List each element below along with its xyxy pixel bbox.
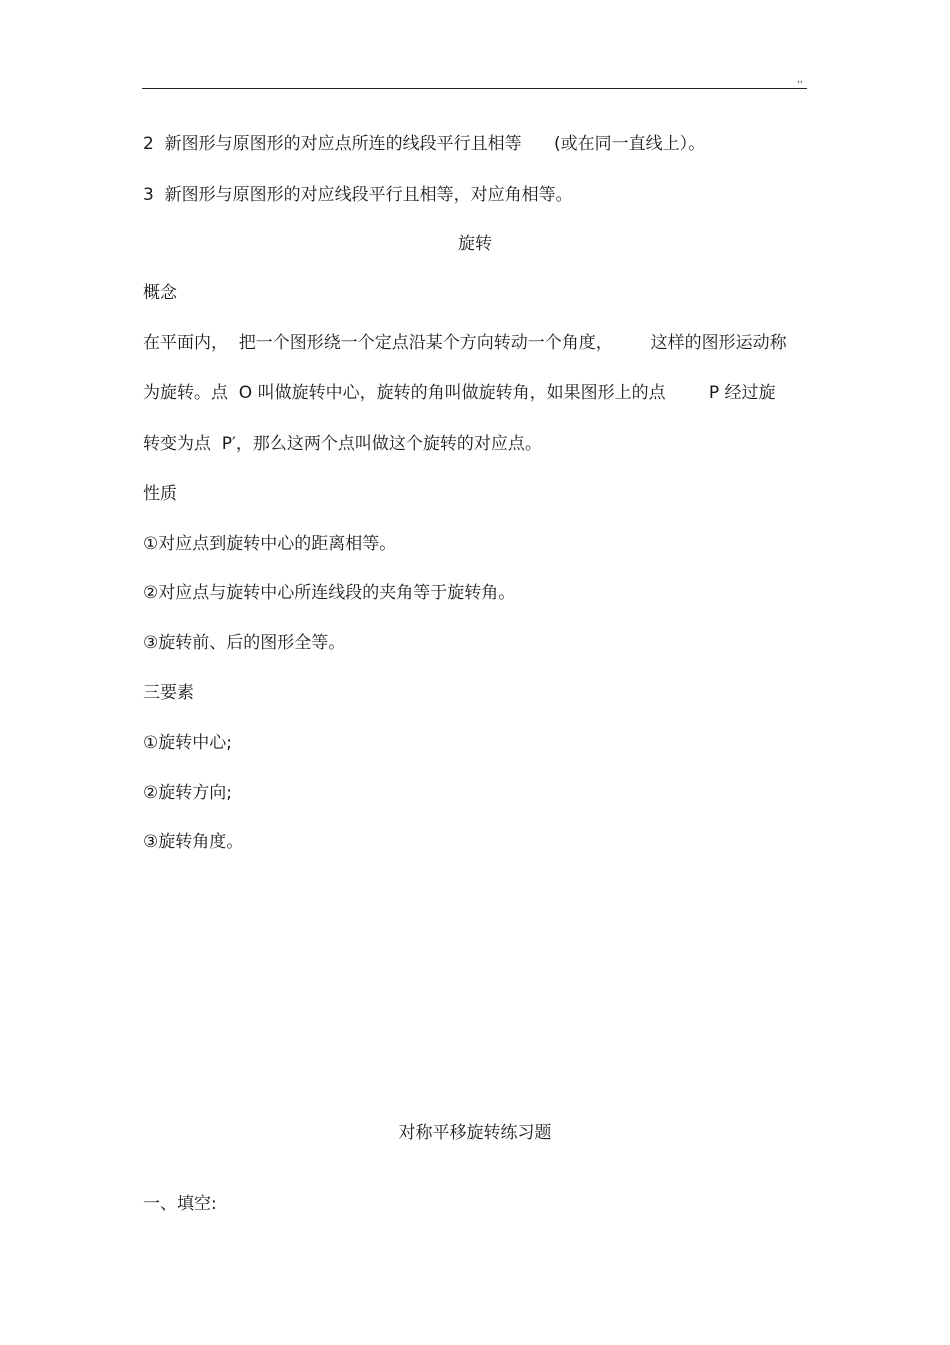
concept-label: 概念 (143, 283, 177, 303)
concept-line-2: 为旋转。点 O 叫做旋转中心，旋转的角叫做旋转角，如果图形上的点 P 经过旋 (143, 383, 776, 403)
element-item-2: ②旋转方向; (143, 783, 232, 803)
concept-line-3: 转变为点 P′，那么这两个点叫做这个旋转的对应点。 (143, 434, 542, 454)
header-rule (142, 88, 807, 89)
concept-line-1: 在平面内， 把一个图形绕一个定点沿某个方向转动一个角度， 这样的图形运动称 (143, 333, 787, 353)
translation-property-3: 3 新图形与原图形的对应线段平行且相等，对应角相等。 (143, 185, 573, 205)
exercises-title: 对称平移旋转练习题 (398, 1123, 552, 1143)
elements-label: 三要素 (143, 683, 194, 703)
translation-property-2: 2 新图形与原图形的对应点所连的线段平行且相等 (或在同一直线上）。 (143, 134, 706, 154)
properties-label: 性质 (143, 484, 177, 504)
exercises-section-1: 一、填空: (143, 1194, 217, 1214)
element-item-3: ③旋转角度。 (143, 832, 244, 852)
property-item-2: ②对应点与旋转中心所连线段的夹角等于旋转角。 (143, 583, 516, 603)
property-item-1: ①对应点到旋转中心的距离相等。 (143, 534, 397, 554)
rotation-heading: 旋转 (458, 234, 492, 254)
header-mark: ,, (797, 74, 803, 85)
property-item-3: ③旋转前、后的图形全等。 (143, 633, 346, 653)
element-item-1: ①旋转中心; (143, 733, 232, 753)
